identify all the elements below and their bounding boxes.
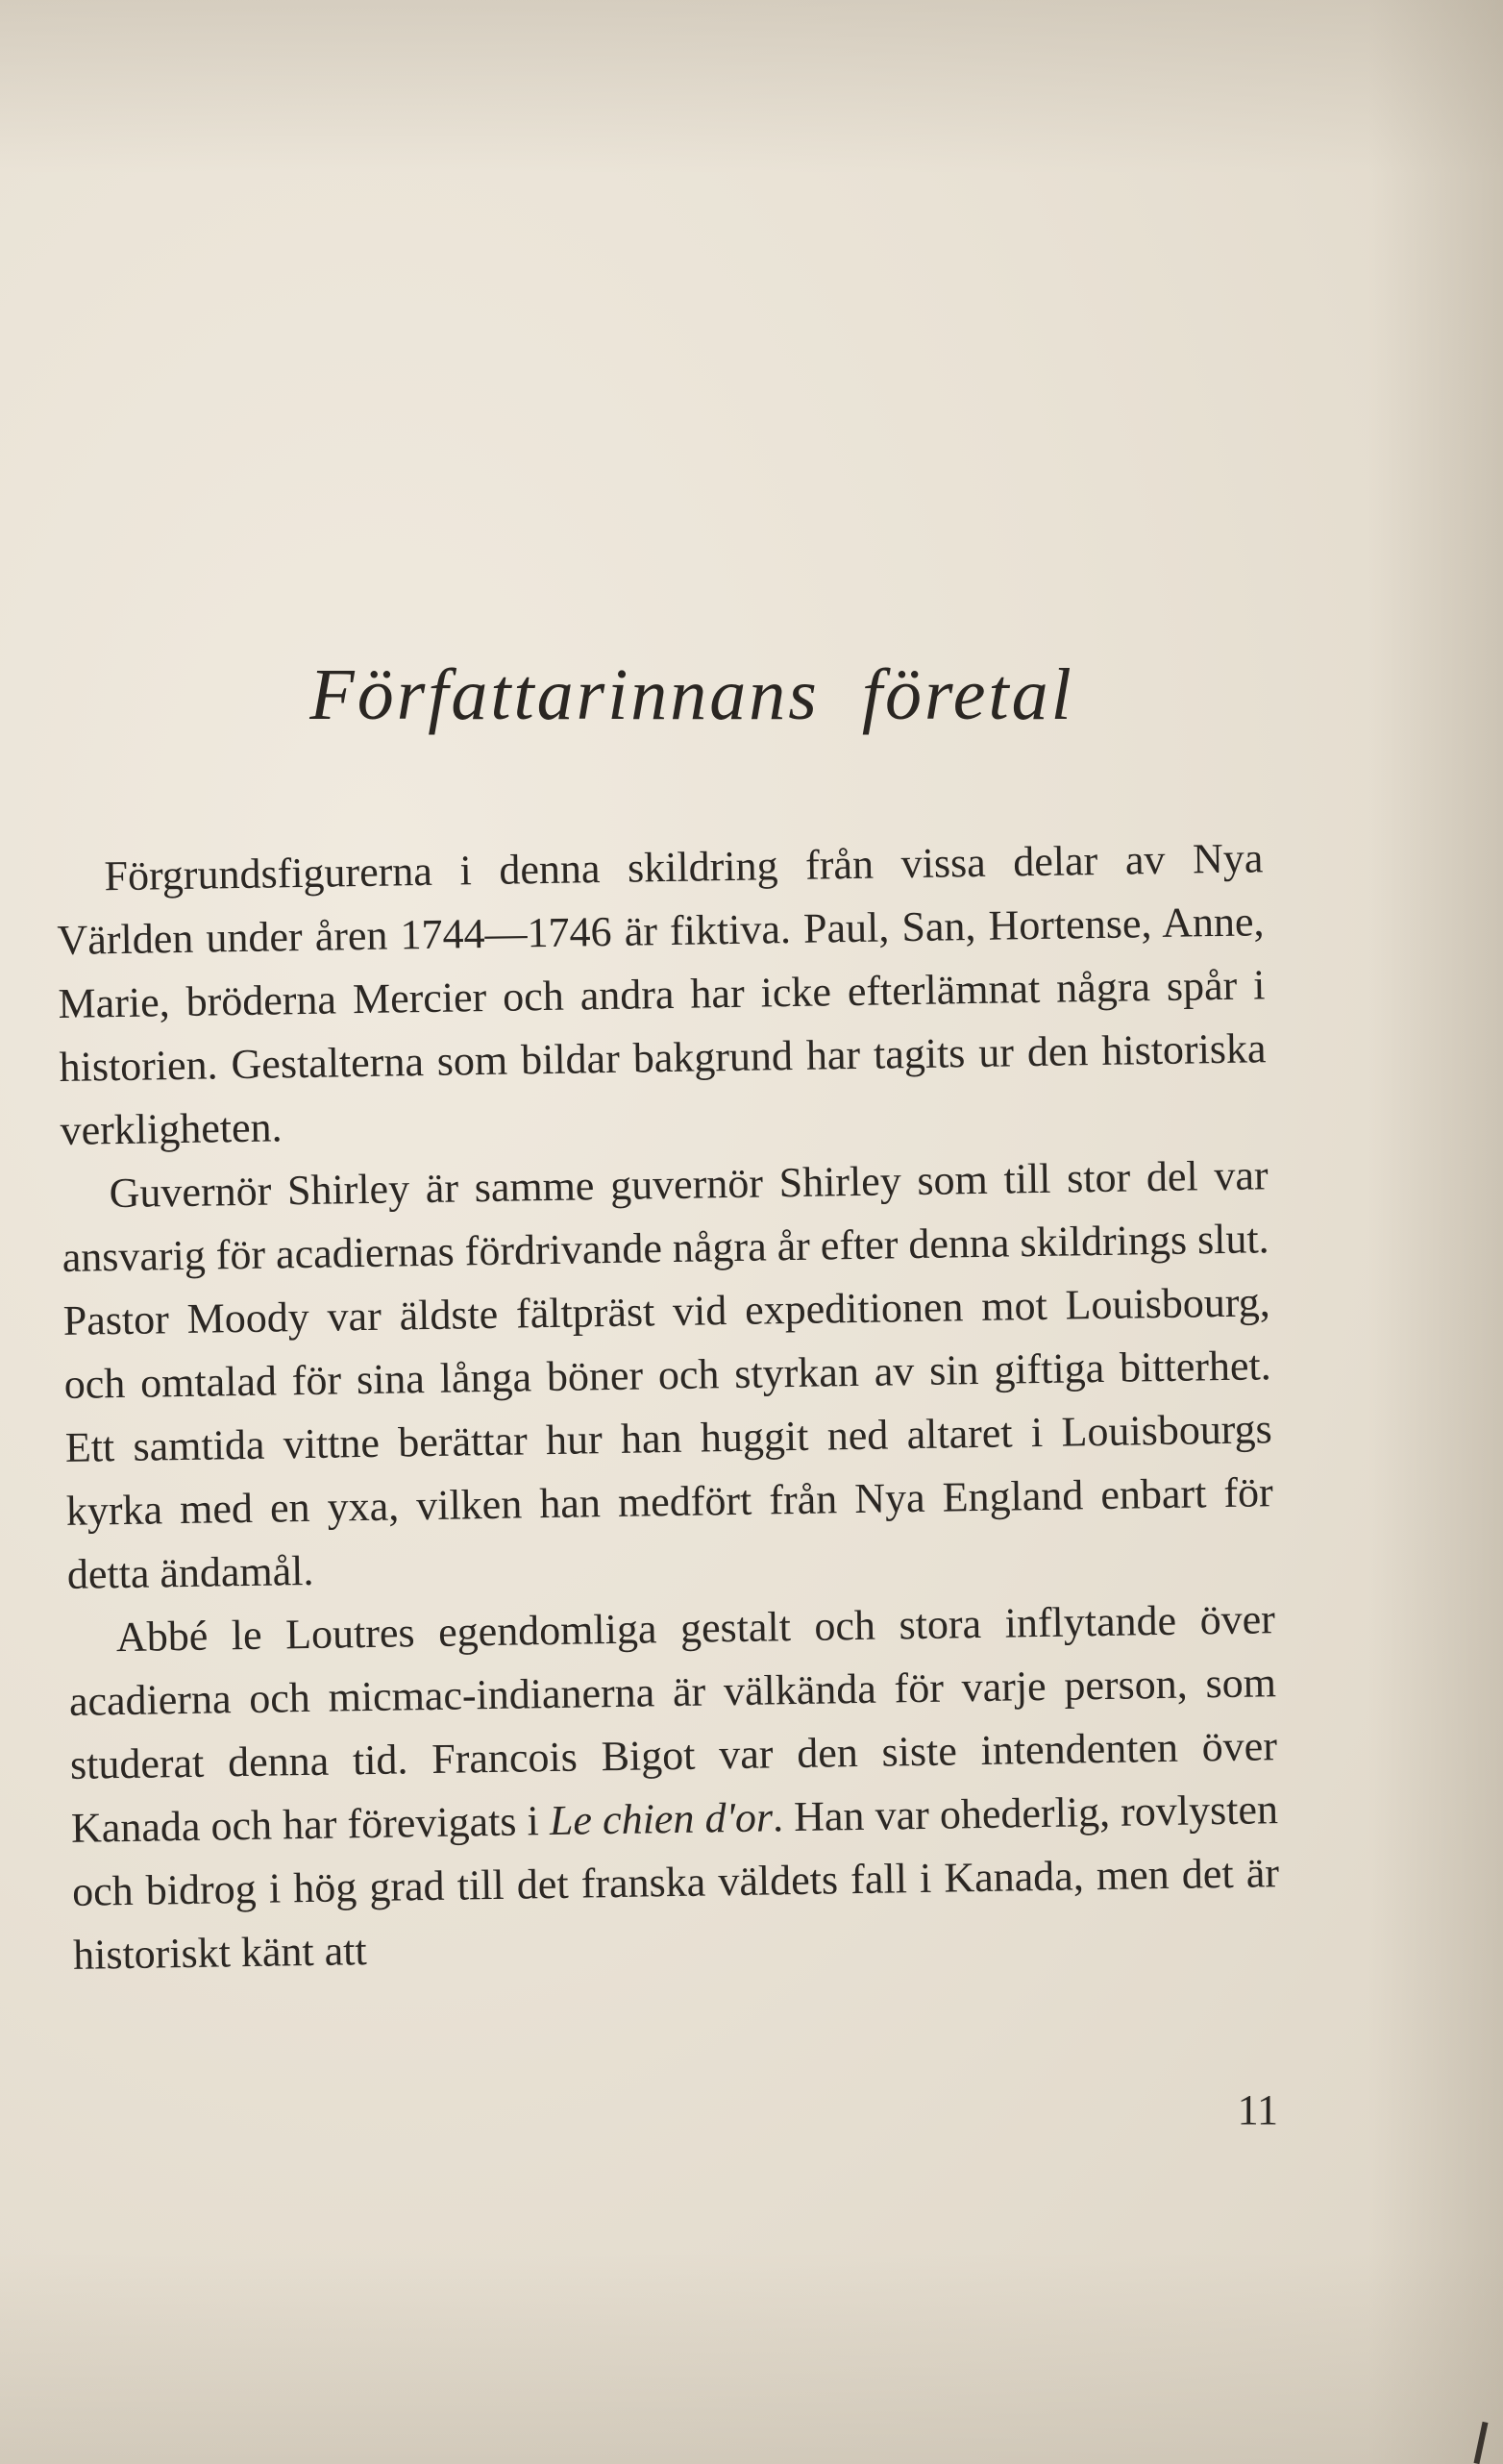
page-shadow-top [0, 0, 1503, 173]
body-text [56, 826, 1281, 1987]
page-number: 11 [1237, 2086, 1278, 2133]
paragraph-3 [67, 1588, 1280, 1987]
paragraph-2: Guvernör Shirley är samme guvernör Shirley som till stor del var ansvarig för acadiernas fördrivande några år efter denna skildrings slut. Pastor Moody var äldste fältpräst vid expeditionen mot Louisbourg, och omtalad för sina långa böner och styrkan av sin giftiga bitterhet. Ett samtida vittne berättar hur han huggit ned altaret i Louisbourgs kyrka med en yxa, vilken han medfört från Nya England enbart för detta ändamål. [62, 1151, 1274, 1598]
chapter-title: Författarinnans företal [309, 654, 1074, 735]
page-shadow-right [1368, 0, 1503, 2464]
paragraph-3-end: . Han var ohederlig, rovlysten och bidrog i hög grad till det franska väldets fall i Kanada, men det är historiskt känt att [71, 1786, 1280, 1979]
book-title-reference: Le chien d'or [549, 1793, 774, 1845]
paragraph-1: Förgrundsfigurerna i denna skildring från vissa delar av Nya Världen under åren 1744—1746 är fiktiva. Paul, San, Hortense, Anne, Marie, bröderna Mercier och andra har icke efterlämnat några spår i historien. Gestalterna som bildar bakgrund har tagits ur den historiska verkligheten. [57, 834, 1267, 1154]
paragraph-3-start: Abbé le Loutres egendomliga gestalt och stora inflytande över acadierna och micmac-indianerna är välkända för varje person, som studerat denna tid. Francois Bigot var den siste intendenten över Kanada och har förevigats i [68, 1595, 1278, 1852]
page-shadow-bottom [0, 2253, 1503, 2464]
